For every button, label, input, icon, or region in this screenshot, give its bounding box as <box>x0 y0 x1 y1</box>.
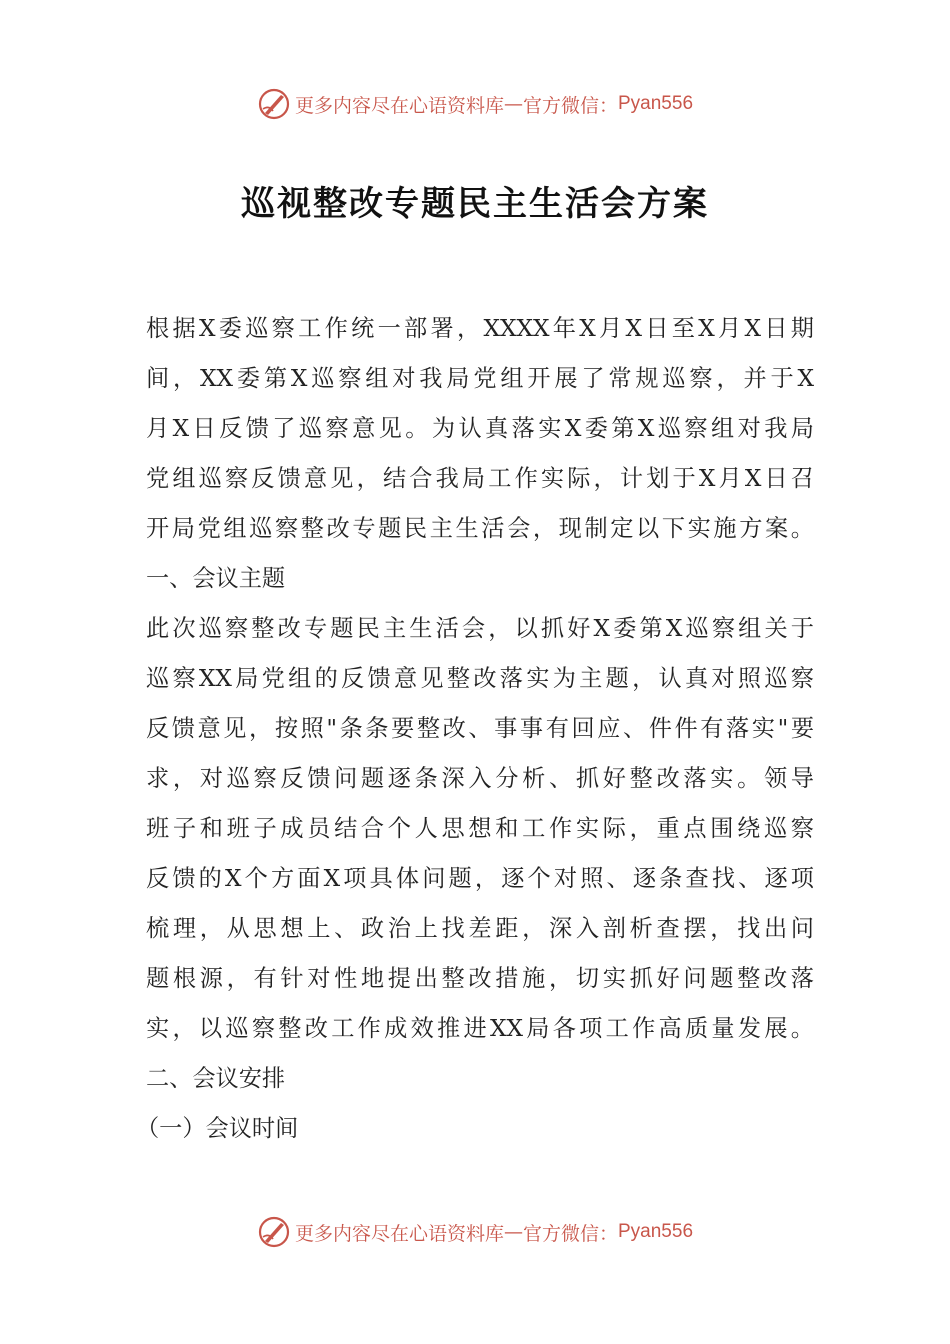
paragraph-line: 巡察XX局党组的反馈意见整改落实为主题，认真对照巡察 <box>146 665 814 692</box>
paragraph-line: 实，以巡察整改工作成效推进XX局各项工作高质量发展。 <box>146 1015 814 1042</box>
document-body <box>136 304 814 1154</box>
paragraph-line: 反馈意见，按照"条条要整改、事事有回应、件件有落实"要 <box>146 715 814 742</box>
banner-text: 更多内容尽在心语资料库 <box>294 94 504 117</box>
subsection-heading-time: （一）会议时间 <box>136 1115 299 1142</box>
banner-wechat-id: Pyan556 <box>618 1221 694 1242</box>
paragraph-line: 根据X委巡察工作统一部署，XXXX年X月X日至X月X日期 <box>146 315 814 342</box>
quill-logo-icon <box>257 1215 291 1249</box>
header-banner <box>0 84 950 124</box>
banner-wechat-id: Pyan556 <box>618 93 694 114</box>
quill-logo-icon <box>257 87 291 121</box>
paragraph-line: 班子和班子成员结合个人思想和工作实际，重点围绕巡察 <box>146 815 814 842</box>
paragraph-line: 题根源，有针对性地提出整改措施，切实抓好问题整改落 <box>146 965 814 992</box>
paragraph-line: 梳理，从思想上、政治上找差距，深入剖析查摆，找出问 <box>146 915 814 942</box>
document-title: 巡视整改专题民主生活会方案 <box>241 184 709 224</box>
paragraph-line: 求，对巡察反馈问题逐条深入分析、抓好整改落实。领导 <box>146 765 814 792</box>
paragraph-line: 党组巡察反馈意见，结合我局工作实际，计划于X月X日召 <box>146 465 814 492</box>
paragraph-line: 此次巡察整改专题民主生活会，以抓好X委第X巡察组关于 <box>146 615 814 642</box>
banner-dash: — <box>503 93 523 115</box>
paragraph-line: 间，XX委第X巡察组对我局党组开展了常规巡察，并于X <box>146 365 814 392</box>
section-heading-arrangement: 二、会议安排 <box>146 1065 286 1092</box>
section-heading-theme: 一、会议主题 <box>146 565 286 592</box>
banner-wechat-label: 官方微信： <box>522 94 618 117</box>
banner-wechat-label: 官方微信： <box>522 1222 618 1245</box>
banner-dash: — <box>503 1221 523 1243</box>
banner-text: 更多内容尽在心语资料库 <box>294 1222 504 1245</box>
paragraph-line: 反馈的X个方面X项具体问题，逐个对照、逐条查找、逐项 <box>146 865 814 892</box>
paragraph-line: 开局党组巡察整改专题民主生活会，现制定以下实施方案。 <box>146 515 814 542</box>
paragraph-line: 月X日反馈了巡察意见。为认真落实X委第X巡察组对我局 <box>146 415 814 442</box>
footer-banner <box>0 1212 950 1252</box>
